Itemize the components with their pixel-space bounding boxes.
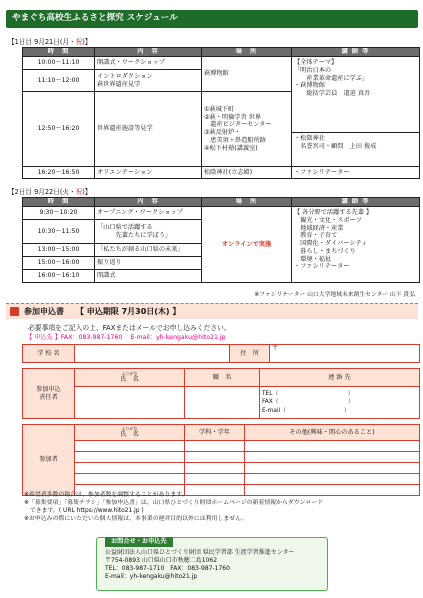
content-cell: 閉講式	[95, 270, 202, 283]
time-cell: 11:10〜12:00	[23, 70, 95, 92]
participant-name-field[interactable]	[75, 441, 185, 452]
post-header: 職 名	[185, 369, 260, 387]
day2-label: 【2日目 9月22日(火・祝)】	[8, 188, 92, 196]
lecturer-cell: ・松陰神社 名誉宮司・顧問 上田 俊成	[292, 133, 420, 167]
responsible-post-field[interactable]	[185, 387, 260, 419]
place-cell: ①萩城下町 ②萩・明倫学舎 世界 遺産ビジターセンター ③萩反射炉・ 恵美須ヶ鼻造船所跡 ④松下村塾(講義室)	[202, 92, 292, 167]
lecturer-cell: 【 各分野で活躍する先輩 】 観光・文化・スポーツ 地域経済・産業 教育・子育て 国際化・ダイバーシティ 暮らし・まちづくり 環境・福祉 ・ファシリテーター	[292, 207, 420, 283]
participants-table	[22, 424, 419, 496]
note-item: ※希望者多数の場合は、参加者数を調整することがあります。	[24, 492, 188, 498]
place-cell: 松陰神社(立志殿)	[202, 167, 292, 179]
time-cell: 10:00〜11:10	[23, 57, 95, 70]
name-header: ふりがな 氏 名	[75, 369, 185, 387]
content-cell: イントロダクション 萩世界遺産見学	[95, 70, 202, 92]
header-place: 場 所	[202, 48, 292, 57]
participant-name-field[interactable]	[75, 474, 185, 485]
participant-interest-field[interactable]	[245, 441, 420, 452]
content-cell: オリエンテーション	[95, 167, 202, 179]
day1-label: 【1日目 9月21日(月・祝)】	[8, 38, 92, 46]
time-cell: 9:30〜10:20	[23, 207, 95, 220]
note-item: ※お申込みの際にいただいた個人情報は、本事業の運営目的以外には利用しません。	[24, 515, 248, 522]
time-cell: 12:50〜16:20	[23, 92, 95, 167]
header-lecturer: 講 師 等	[292, 198, 420, 207]
school-name-field[interactable]	[75, 345, 230, 363]
responsible-label: 参加申込 責任者	[23, 369, 75, 419]
header-time: 時 間	[23, 48, 95, 57]
day1-schedule-table	[22, 47, 419, 179]
participant-grade-field[interactable]	[185, 463, 245, 474]
header-content: 内 容	[95, 48, 202, 57]
instruction-text: 必要事項をご記入の上、FAXまたはメールでお申し込みください。	[28, 324, 231, 332]
lecturer-cell: ・ファシリテーター	[292, 167, 420, 179]
time-cell: 10:30〜11:50	[23, 220, 95, 244]
online-place-cell: オンラインで実施	[202, 207, 292, 283]
place-cell: 萩博物館	[202, 57, 292, 92]
facilitator-footnote: ※ファシリテーター 山口大学地域未来創生センター 山下 貴弘	[254, 292, 415, 298]
page-title: やまぐち高校生ふるさと探究 スケジュール	[12, 13, 178, 23]
header-lecturer: 講 師 等	[292, 48, 420, 57]
header-content: 内 容	[95, 198, 202, 207]
participant-grade-field[interactable]	[185, 441, 245, 452]
address-field[interactable]	[270, 345, 420, 363]
header-time: 時 間	[23, 198, 95, 207]
school-name-label: 学 校 名	[23, 345, 75, 363]
participant-grade-field[interactable]	[185, 452, 245, 463]
lecturer-cell: 【全体テーマ】 「明治日本の 産業革命遺産に学ぶ」 ・萩博物館 総括学芸員 道迫 真吾	[292, 57, 420, 133]
deadline-text: 【 申込期限 7月30日(木) 】	[76, 307, 181, 316]
responsible-table	[22, 368, 419, 419]
address-label: 住 所	[230, 345, 270, 363]
name-header: ふりがな 氏 名	[75, 425, 185, 441]
notes	[24, 492, 419, 524]
content-cell: 「山口県で活躍する 先輩たちに学ぼう」	[95, 220, 202, 244]
school-table	[22, 344, 419, 363]
content-cell: 振り返り	[95, 257, 202, 270]
inquiry-title: お問合せ・お申込先	[105, 537, 173, 547]
content-cell: 世界遺産施設等見学	[95, 92, 202, 167]
note-item: ※「募集要項」「募集チラシ」「参加申込書」は、山口県ひとづくり財団ホームページの新着情報からダウンロード できます。( URL https://www.hito21.jp )	[24, 499, 324, 514]
participant-interest-field[interactable]	[245, 463, 420, 474]
inquiry-box	[96, 537, 328, 591]
title-bar	[6, 10, 418, 28]
postal-mark: 〒	[272, 345, 279, 352]
time-cell: 13:00〜15:00	[23, 244, 95, 257]
time-cell: 15:00〜16:00	[23, 257, 95, 270]
pencil-icon	[10, 307, 19, 316]
application-header	[6, 303, 418, 319]
content-cell: オープニング・ワークショップ	[95, 207, 202, 220]
grade-header: 学科・学年	[185, 425, 245, 441]
email-field[interactable]: E-mail（ ）	[262, 407, 350, 414]
application-title: 参加申込書	[24, 307, 64, 316]
time-cell: 16:20〜16:50	[23, 167, 95, 179]
other-header: その他(興味・関心のあること)	[245, 425, 420, 441]
content-cell: 開講式・ワークショップ	[95, 57, 202, 70]
contact-line: 【 申込先 】FAX：083-987-1760 E-mail：yh-kengaku@hito21.jp	[26, 334, 226, 341]
content-cell: 「私たちが創る山口県の未来」	[95, 244, 202, 257]
contact-header: 連 絡 先	[260, 369, 420, 387]
responsible-name-field[interactable]	[75, 387, 185, 419]
tel-field[interactable]: TEL（ ）	[262, 391, 354, 398]
participant-interest-field[interactable]	[245, 474, 420, 485]
time-cell: 16:00〜16:10	[23, 270, 95, 283]
participant-name-field[interactable]	[75, 463, 185, 474]
participant-grade-field[interactable]	[185, 474, 245, 485]
participant-name-field[interactable]	[75, 452, 185, 463]
participant-label: 参加者	[23, 425, 75, 496]
day2-schedule-table	[22, 197, 419, 283]
inquiry-lines: 公益財団法人山口県ひとづくり財団 県民学習部 生涯学習推進センター 〒754-0893 山口県山口市秋穂二島1062 TEL：083-987-1710 FAX：083-987-1760 E-mail：yh-kengaku@hito21.jp	[105, 549, 295, 581]
participant-interest-field[interactable]	[245, 452, 420, 463]
header-place: 場 所	[202, 198, 292, 207]
fax-field[interactable]: FAX（ ）	[262, 399, 354, 406]
furigana-label: ふりがな	[121, 371, 138, 377]
